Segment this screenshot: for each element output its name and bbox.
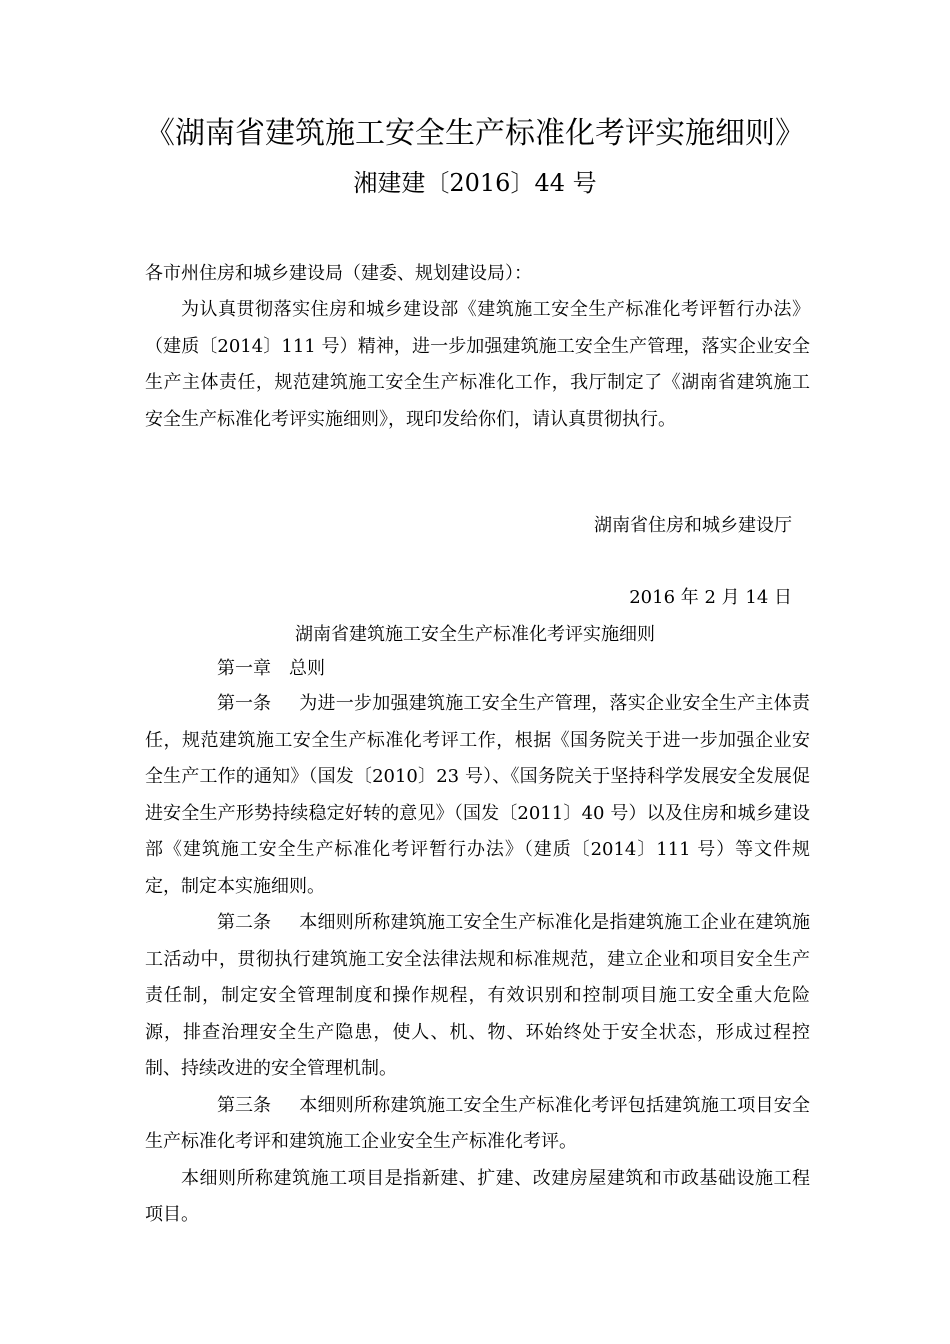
signer: 湖南省住房和城乡建设厅 [594,515,792,536]
articles-section [145,686,810,1234]
issue-date: 2016 年 2 月 14 日 [629,587,792,608]
salutation-text: 各市州住房和城乡建设局（建委、规划建设局）： [145,263,532,284]
salutation [145,256,810,293]
article-2-label: 第二条 [217,912,271,933]
article-3 [145,1088,810,1161]
chapter-heading [145,651,810,688]
intro-section [145,292,810,438]
article-1-label: 第一条 [217,693,271,714]
article-3-label: 第三条 [217,1094,271,1116]
document-number: 湘建建〔2016〕44 号 [353,169,597,197]
rules-title: 湖南省建筑施工安全生产标准化考评实施细则 [295,624,655,645]
chapter-label: 第一章 [217,658,271,679]
article-1 [145,686,810,905]
closing-paragraph: 本细则所称建筑施工项目是指新建、扩建、改建房屋建筑和市政基础设施工程项目。 [145,1167,810,1225]
article-1-text: 为进一步加强建筑施工安全生产管理，落实企业安全生产主体责任，规范建筑施工安全生产标准化考评工作，根据《国务院关于进一步加强企业安全生产工作的通知》（国发〔2010〕23 号）、《国务院关于坚持科学发展安全发展促进安全生产形势持续稳定好转的意见》（国发〔2011〕40 号）以及住房和城乡建设部《建筑施工安全生产标准化考评暂行办法》（建质〔2014〕111 号）等文件规定，制定本实施细则。 [145,693,810,897]
intro-paragraph: 为认真贯彻落实住房和城乡建设部《建筑施工安全生产标准化考评暂行办法》（建质〔2014〕111 号）精神，进一步加强建筑施工安全生产管理，落实企业安全生产主体责任，规范建筑施工安全生产标准化工作，我厅制定了《湖南省建筑施工安全生产标准化考评实施细则》，现印发给你们，请认真贯彻执行。 [145,299,810,430]
chapter-title: 总则 [289,658,325,679]
article-2-text: 本细则所称建筑施工安全生产标准化是指建筑施工企业在建筑施工活动中，贯彻执行建筑施工安全法律法规和标准规范，建立企业和项目安全生产责任制，制定安全管理制度和操作规程，有效识别和控制项目施工安全重大危险源，排查治理安全生产隐患，使人、机、物、环始终处于安全状态，形成过程控制、持续改进的安全管理机制。 [145,912,810,1079]
article-3-text: 本细则所称建筑施工安全生产标准化考评包括建筑施工项目安全生产标准化考评和建筑施工企业安全生产标准化考评。 [145,1094,810,1152]
article-2 [145,905,810,1088]
document-title: 《湖南省建筑施工安全生产标准化考评实施细则》 [145,116,805,151]
